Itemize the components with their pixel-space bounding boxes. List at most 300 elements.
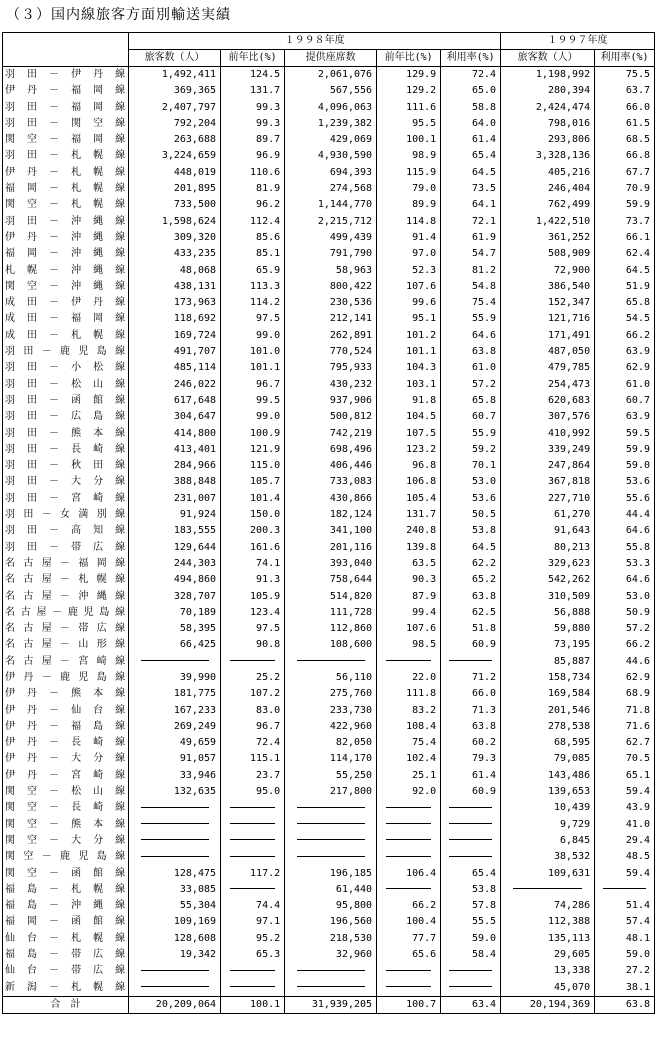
value-cell: 182,124: [285, 507, 377, 523]
value-cell: 339,249: [501, 442, 595, 458]
total-value: 20,194,369: [501, 996, 595, 1013]
value-cell: 55.8: [595, 540, 655, 556]
table-row: [3, 784, 655, 800]
dash-cell: [377, 849, 441, 865]
value-cell: 74.4: [221, 898, 285, 914]
value-cell: 278,538: [501, 719, 595, 735]
value-cell: 91.3: [221, 572, 285, 588]
table-row: [3, 393, 655, 409]
value-cell: 53.0: [441, 474, 501, 490]
total-value: 31,939,205: [285, 996, 377, 1013]
value-cell: 91.8: [377, 393, 441, 409]
value-cell: 100.4: [377, 914, 441, 930]
dash-line: [386, 856, 432, 857]
value-cell: 97.5: [221, 621, 285, 637]
dash-cell: [129, 980, 221, 997]
value-cell: 61,270: [501, 507, 595, 523]
value-cell: 55.6: [595, 491, 655, 507]
dash-cell: [441, 654, 501, 670]
value-cell: 64.6: [595, 523, 655, 539]
value-cell: 393,040: [285, 556, 377, 572]
route-name: 羽田－帯広線: [3, 540, 129, 556]
dash-line: [230, 856, 276, 857]
route-name: 羽田－札幌線: [3, 148, 129, 164]
value-cell: 72.4: [441, 67, 501, 84]
value-cell: 65.2: [441, 572, 501, 588]
value-cell: 90.3: [377, 572, 441, 588]
value-cell: 106.4: [377, 866, 441, 882]
value-cell: 4,096,063: [285, 100, 377, 116]
value-cell: 230,536: [285, 295, 377, 311]
dash-cell: [377, 980, 441, 997]
table-row: [3, 866, 655, 882]
value-cell: 91,924: [129, 507, 221, 523]
route-name: 仙台－札幌線: [3, 931, 129, 947]
dash-cell: [129, 833, 221, 849]
value-cell: 66.2: [377, 898, 441, 914]
value-cell: 64.0: [441, 116, 501, 132]
value-cell: 307,576: [501, 409, 595, 425]
dash-line: [230, 888, 276, 889]
route-name: 名古屋－宮崎線: [3, 654, 129, 670]
dash-cell: [377, 654, 441, 670]
value-cell: 99.0: [221, 409, 285, 425]
route-name: 成田－札幌線: [3, 328, 129, 344]
value-cell: 800,422: [285, 279, 377, 295]
value-cell: 567,556: [285, 83, 377, 99]
value-cell: 433,235: [129, 246, 221, 262]
dash-cell: [377, 882, 441, 898]
value-cell: 111.6: [377, 100, 441, 116]
dash-line: [386, 807, 432, 808]
col-header: 旅客数（人）: [501, 50, 595, 67]
value-cell: 112.4: [221, 214, 285, 230]
table-row: [3, 474, 655, 490]
route-name: 伊丹－熊本線: [3, 686, 129, 702]
dash-line: [449, 823, 491, 824]
value-cell: 98.5: [377, 637, 441, 653]
value-cell: 51.9: [595, 279, 655, 295]
dash-line: [297, 970, 365, 971]
value-cell: 62.7: [595, 735, 655, 751]
value-cell: 413,401: [129, 442, 221, 458]
value-cell: 129,644: [129, 540, 221, 556]
value-cell: 61.4: [441, 132, 501, 148]
value-cell: 200.3: [221, 523, 285, 539]
dash-cell: [285, 833, 377, 849]
value-cell: 196,560: [285, 914, 377, 930]
value-cell: 2,061,076: [285, 67, 377, 84]
value-cell: 32,960: [285, 947, 377, 963]
value-cell: 48.1: [595, 931, 655, 947]
value-cell: 108,600: [285, 637, 377, 653]
value-cell: 63.8: [441, 589, 501, 605]
value-cell: 58,963: [285, 263, 377, 279]
value-cell: 181,775: [129, 686, 221, 702]
value-cell: 90.8: [221, 637, 285, 653]
value-cell: 95,800: [285, 898, 377, 914]
table-row: [3, 491, 655, 507]
value-cell: 65.8: [595, 295, 655, 311]
value-cell: 50.5: [441, 507, 501, 523]
value-cell: 73,195: [501, 637, 595, 653]
value-cell: 118,692: [129, 311, 221, 327]
value-cell: 54.8: [441, 279, 501, 295]
value-cell: 72.1: [441, 214, 501, 230]
route-name: 名古屋－鹿児島線: [3, 605, 129, 621]
value-cell: 61.0: [441, 360, 501, 376]
table-row: [3, 181, 655, 197]
value-cell: 91.4: [377, 230, 441, 246]
value-cell: 107.6: [377, 279, 441, 295]
value-cell: 19,342: [129, 947, 221, 963]
table-row: [3, 589, 655, 605]
value-cell: 96.8: [377, 458, 441, 474]
value-cell: 183,555: [129, 523, 221, 539]
dash-line: [230, 660, 276, 661]
value-cell: 101.4: [221, 491, 285, 507]
dash-cell: [285, 654, 377, 670]
table-row: [3, 67, 655, 84]
value-cell: 217,800: [285, 784, 377, 800]
route-name: 羽田－女満別線: [3, 507, 129, 523]
dash-cell: [285, 963, 377, 979]
route-name: 伊丹－福島線: [3, 719, 129, 735]
value-cell: 792,204: [129, 116, 221, 132]
value-cell: 246,404: [501, 181, 595, 197]
dash-cell: [129, 654, 221, 670]
route-name: 名古屋－山形線: [3, 637, 129, 653]
value-cell: 128,475: [129, 866, 221, 882]
value-cell: 59.4: [595, 784, 655, 800]
table-row: [3, 263, 655, 279]
value-cell: 117.2: [221, 866, 285, 882]
value-cell: 54.7: [441, 246, 501, 262]
value-cell: 38,532: [501, 849, 595, 865]
value-cell: 99.4: [377, 605, 441, 621]
value-cell: 53.8: [441, 523, 501, 539]
value-cell: 99.3: [221, 100, 285, 116]
value-cell: 64.5: [441, 540, 501, 556]
value-cell: 275,760: [285, 686, 377, 702]
route-name: 伊丹－鹿児島線: [3, 670, 129, 686]
route-name: 羽田－大分線: [3, 474, 129, 490]
value-cell: 274,568: [285, 181, 377, 197]
value-cell: 101.1: [221, 360, 285, 376]
table-row: [3, 377, 655, 393]
dash-line: [141, 986, 209, 987]
dash-line: [141, 807, 209, 808]
value-cell: 41.0: [595, 817, 655, 833]
table-row: [3, 279, 655, 295]
route-name: 仙台－帯広線: [3, 963, 129, 979]
value-cell: 103.1: [377, 377, 441, 393]
route-name: 羽田－広島線: [3, 409, 129, 425]
value-cell: 53.8: [441, 882, 501, 898]
dash-cell: [377, 800, 441, 816]
value-cell: 79,085: [501, 751, 595, 767]
value-cell: 66.0: [441, 686, 501, 702]
route-name: 名古屋－帯広線: [3, 621, 129, 637]
header-row-years: [3, 33, 655, 50]
value-cell: 67.7: [595, 165, 655, 181]
dash-line: [449, 856, 491, 857]
route-name: 名古屋－沖縄線: [3, 589, 129, 605]
dash-cell: [221, 800, 285, 816]
value-cell: 694,393: [285, 165, 377, 181]
value-cell: 110.6: [221, 165, 285, 181]
table-row: [3, 833, 655, 849]
value-cell: 152,347: [501, 295, 595, 311]
value-cell: 85.1: [221, 246, 285, 262]
value-cell: 10,439: [501, 800, 595, 816]
value-cell: 1,198,992: [501, 67, 595, 84]
route-name: 羽田－宮崎線: [3, 491, 129, 507]
value-cell: 60.9: [441, 637, 501, 653]
value-cell: 196,185: [285, 866, 377, 882]
dash-line: [230, 986, 276, 987]
table-row: [3, 637, 655, 653]
total-value: 100.1: [221, 996, 285, 1013]
route-name: 関空－松山線: [3, 784, 129, 800]
value-cell: 55.5: [441, 914, 501, 930]
table-row: [3, 980, 655, 997]
value-cell: 1,492,411: [129, 67, 221, 84]
value-cell: 82,050: [285, 735, 377, 751]
col-header: 旅客数（人）: [129, 50, 221, 67]
route-name: 羽田－沖縄線: [3, 214, 129, 230]
col-header: 前年比(%): [221, 50, 285, 67]
value-cell: 143,486: [501, 768, 595, 784]
value-cell: 263,688: [129, 132, 221, 148]
table-row: [3, 898, 655, 914]
year-1997-header: １９９７年度: [501, 33, 655, 50]
dash-cell: [441, 800, 501, 816]
value-cell: 158,734: [501, 670, 595, 686]
value-cell: 1,239,382: [285, 116, 377, 132]
value-cell: 508,909: [501, 246, 595, 262]
value-cell: 96.2: [221, 197, 285, 213]
table-row: [3, 344, 655, 360]
table-row: [3, 507, 655, 523]
value-cell: 70,189: [129, 605, 221, 621]
value-cell: 60.2: [441, 735, 501, 751]
dash-line: [230, 823, 276, 824]
value-cell: 698,496: [285, 442, 377, 458]
value-cell: 107.5: [377, 426, 441, 442]
dash-cell: [129, 800, 221, 816]
value-cell: 85.6: [221, 230, 285, 246]
value-cell: 310,509: [501, 589, 595, 605]
value-cell: 128,608: [129, 931, 221, 947]
dash-line: [297, 807, 365, 808]
value-cell: 105.4: [377, 491, 441, 507]
dash-line: [141, 839, 209, 840]
value-cell: 4,930,590: [285, 148, 377, 164]
value-cell: 70.9: [595, 181, 655, 197]
dash-line: [386, 839, 432, 840]
total-value: 100.7: [377, 996, 441, 1013]
route-name: 関空－鹿児島線: [3, 849, 129, 865]
dash-cell: [441, 980, 501, 997]
dash-line: [513, 888, 583, 889]
dash-line: [386, 660, 432, 661]
value-cell: 201,116: [285, 540, 377, 556]
table-row: [3, 360, 655, 376]
total-label: 合 計: [3, 996, 129, 1013]
value-cell: 341,100: [285, 523, 377, 539]
value-cell: 59.5: [595, 426, 655, 442]
value-cell: 111.8: [377, 686, 441, 702]
value-cell: 68.9: [595, 686, 655, 702]
value-cell: 23.7: [221, 768, 285, 784]
route-name: 羽田－長崎線: [3, 442, 129, 458]
dash-line: [386, 888, 432, 889]
table-row: [3, 963, 655, 979]
year-1998-header: １９９８年度: [129, 33, 501, 50]
value-cell: 62.9: [595, 670, 655, 686]
value-cell: 328,707: [129, 589, 221, 605]
value-cell: 129.2: [377, 83, 441, 99]
dash-cell: [377, 817, 441, 833]
value-cell: 71.2: [441, 670, 501, 686]
dash-line: [230, 839, 276, 840]
value-cell: 55.9: [441, 426, 501, 442]
value-cell: 74.1: [221, 556, 285, 572]
value-cell: 429,069: [285, 132, 377, 148]
value-cell: 65.8: [441, 393, 501, 409]
dash-cell: [285, 980, 377, 997]
value-cell: 45,070: [501, 980, 595, 997]
value-cell: 246,022: [129, 377, 221, 393]
total-value: 20,209,064: [129, 996, 221, 1013]
dash-cell: [221, 833, 285, 849]
value-cell: 66.0: [595, 100, 655, 116]
route-name: 関空－大分線: [3, 833, 129, 849]
dash-cell: [595, 882, 655, 898]
value-cell: 100.9: [221, 426, 285, 442]
value-cell: 791,790: [285, 246, 377, 262]
value-cell: 59.2: [441, 442, 501, 458]
value-cell: 114.8: [377, 214, 441, 230]
value-cell: 63.7: [595, 83, 655, 99]
value-cell: 9,729: [501, 817, 595, 833]
value-cell: 59.0: [595, 458, 655, 474]
value-cell: 66,425: [129, 637, 221, 653]
route-name: 福島－札幌線: [3, 882, 129, 898]
value-cell: 71.8: [595, 703, 655, 719]
dash-cell: [129, 963, 221, 979]
value-cell: 70.5: [595, 751, 655, 767]
dash-cell: [129, 817, 221, 833]
value-cell: 56,888: [501, 605, 595, 621]
value-cell: 218,530: [285, 931, 377, 947]
value-cell: 388,848: [129, 474, 221, 490]
value-cell: 73.5: [441, 181, 501, 197]
value-cell: 79.0: [377, 181, 441, 197]
dash-line: [297, 660, 365, 661]
value-cell: 49,659: [129, 735, 221, 751]
value-cell: 62.2: [441, 556, 501, 572]
value-cell: 61.5: [595, 116, 655, 132]
value-cell: 112,388: [501, 914, 595, 930]
table-row: [3, 931, 655, 947]
value-cell: 65.4: [441, 148, 501, 164]
value-cell: 61,440: [285, 882, 377, 898]
route-name: 羽田－小松線: [3, 360, 129, 376]
value-cell: 83.0: [221, 703, 285, 719]
value-cell: 66.2: [595, 637, 655, 653]
table-row: [3, 556, 655, 572]
value-cell: 3,328,136: [501, 148, 595, 164]
table-row: [3, 246, 655, 262]
table-row: [3, 116, 655, 132]
value-cell: 63.8: [441, 344, 501, 360]
value-cell: 2,424,474: [501, 100, 595, 116]
table-row: [3, 947, 655, 963]
value-cell: 113.3: [221, 279, 285, 295]
value-cell: 280,394: [501, 83, 595, 99]
dash-cell: [221, 817, 285, 833]
value-cell: 1,422,510: [501, 214, 595, 230]
value-cell: 64.6: [441, 328, 501, 344]
route-name: 関空－札幌線: [3, 197, 129, 213]
value-cell: 937,906: [285, 393, 377, 409]
value-cell: 430,866: [285, 491, 377, 507]
value-cell: 58,395: [129, 621, 221, 637]
total-value: 63.8: [595, 996, 655, 1013]
table-row: [3, 100, 655, 116]
dash-cell: [285, 800, 377, 816]
value-cell: 244,303: [129, 556, 221, 572]
route-name: 成田－福岡線: [3, 311, 129, 327]
value-cell: 57.2: [441, 377, 501, 393]
value-cell: 62.9: [595, 360, 655, 376]
value-cell: 97.5: [221, 311, 285, 327]
value-cell: 104.3: [377, 360, 441, 376]
value-cell: 59.0: [441, 931, 501, 947]
value-cell: 95.2: [221, 931, 285, 947]
value-cell: 57.8: [441, 898, 501, 914]
value-cell: 114.2: [221, 295, 285, 311]
value-cell: 107.2: [221, 686, 285, 702]
route-name: 羽田－関空線: [3, 116, 129, 132]
value-cell: 733,083: [285, 474, 377, 490]
value-cell: 135,113: [501, 931, 595, 947]
value-cell: 60.7: [441, 409, 501, 425]
value-cell: 33,946: [129, 768, 221, 784]
dash-cell: [501, 882, 595, 898]
value-cell: 92.0: [377, 784, 441, 800]
value-cell: 65.9: [221, 263, 285, 279]
value-cell: 60.7: [595, 393, 655, 409]
value-cell: 72.4: [221, 735, 285, 751]
value-cell: 13,338: [501, 963, 595, 979]
value-cell: 56,110: [285, 670, 377, 686]
value-cell: 233,730: [285, 703, 377, 719]
value-cell: 500,812: [285, 409, 377, 425]
route-name: 伊丹－沖縄線: [3, 230, 129, 246]
value-cell: 62.5: [441, 605, 501, 621]
value-cell: 101.2: [377, 328, 441, 344]
value-cell: 762,499: [501, 197, 595, 213]
dash-cell: [441, 817, 501, 833]
value-cell: 212,141: [285, 311, 377, 327]
value-cell: 109,169: [129, 914, 221, 930]
value-cell: 79.3: [441, 751, 501, 767]
value-cell: 542,262: [501, 572, 595, 588]
value-cell: 139,653: [501, 784, 595, 800]
